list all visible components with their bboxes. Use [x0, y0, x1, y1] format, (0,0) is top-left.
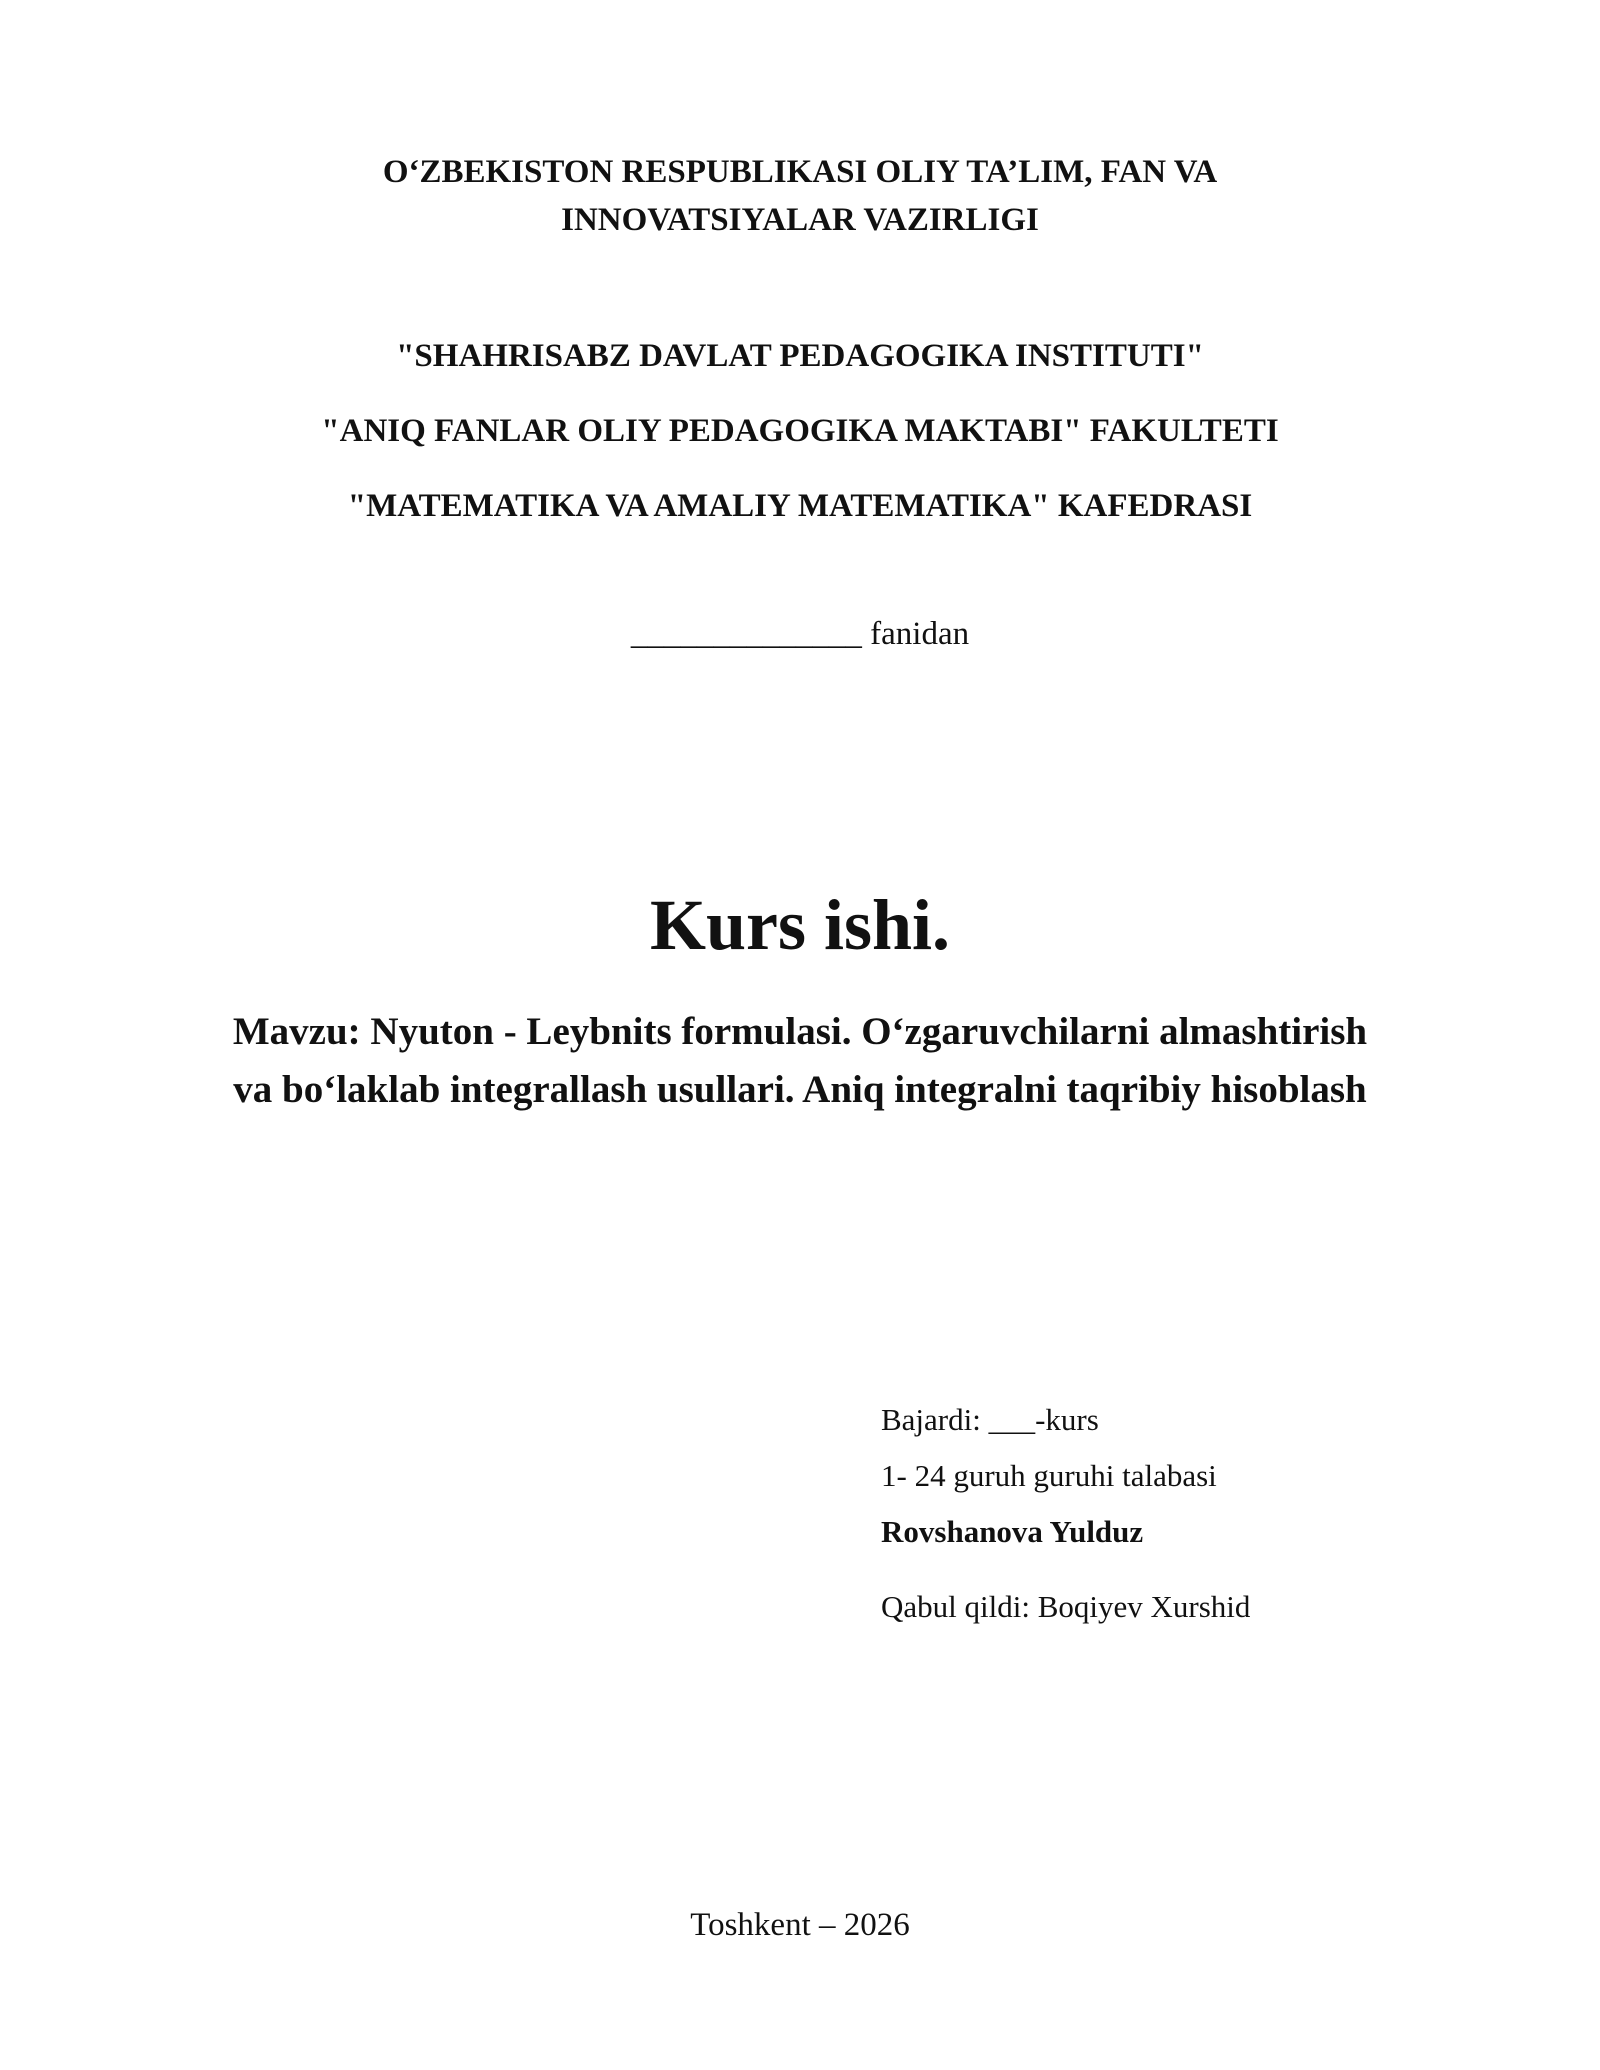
student-group: 1- 24 guruh guruhi talabasi [881, 1458, 1217, 1493]
department-name: "MATEMATIKA VA AMALIY MATEMATIKA" KAFEDRASI [347, 488, 1253, 524]
topic-heading [0, 1003, 1600, 1119]
student-name: Rovshanova Yulduz [881, 1514, 1144, 1549]
document-title: Kurs ishi. [649, 885, 951, 965]
ministry-line-2: INNOVATSIYALAR VAZIRLIGI [561, 202, 1039, 238]
topic-line-1: Mavzu: Nyuton - Leybnits formulasi. O‘zgaruvchilarni almashtirish [232, 1010, 1368, 1053]
ministry-heading [0, 148, 1600, 244]
topic-line-2: va bo‘laklab integrallash usullari. Aniq integralni taqribiy hisoblash [233, 1068, 1367, 1111]
faculty-name: "ANIQ FANLAR OLIY PEDAGOGIKA MAKTABI" FAKULTETI [321, 413, 1279, 449]
subject-line: ______________ fanidan [630, 616, 970, 652]
accepted-by: Qabul qildi: Boqiyev Xurshid [881, 1589, 1251, 1624]
performed-by: Bajardi: ___-kurs [881, 1402, 1099, 1437]
city-year-footer: Toshkent – 2026 [690, 1907, 910, 1943]
ministry-line-1: O‘ZBEKISTON RESPUBLIKASI OLIY TA’LIM, FAN VA [382, 154, 1218, 190]
institute-name: "SHAHRISABZ DAVLAT PEDAGOGIKA INSTITUTI" [396, 338, 1204, 374]
